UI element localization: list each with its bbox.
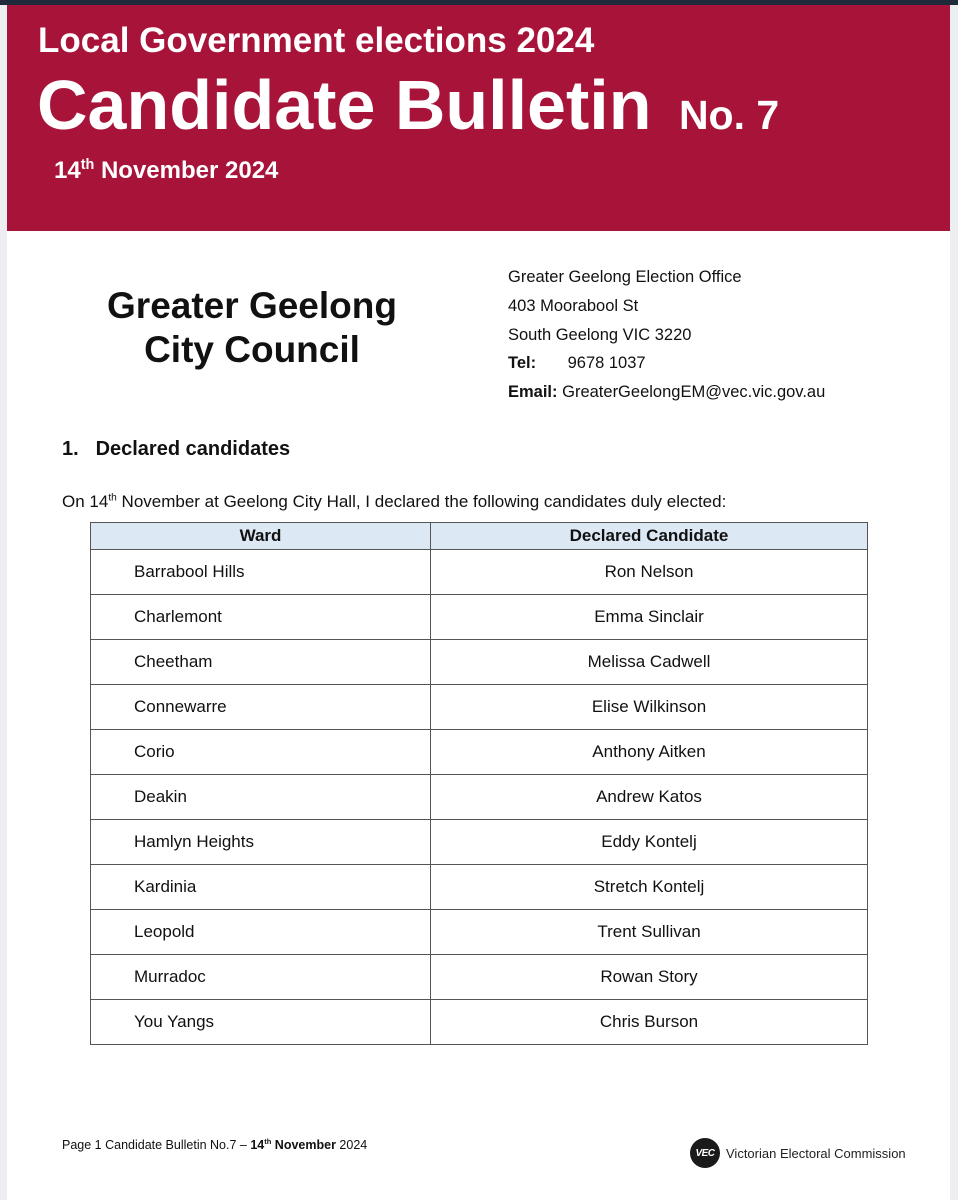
candidate-cell: Elise Wilkinson <box>431 685 868 730</box>
email-address[interactable]: GreaterGeelongEM@vec.vic.gov.au <box>562 383 826 402</box>
banner-title <box>37 67 779 144</box>
footer-text: Page 1 Candidate Bulletin No.7 – <box>62 1138 251 1152</box>
table-row <box>91 1000 868 1045</box>
ward-cell: You Yangs <box>91 1000 431 1045</box>
table-row <box>91 595 868 640</box>
table-row <box>91 685 868 730</box>
vec-logo-icon: VEC <box>690 1138 720 1168</box>
vec-name: Victorian Electoral Commission <box>726 1145 906 1161</box>
intro-paragraph <box>62 492 726 512</box>
ward-cell: Kardinia <box>91 865 431 910</box>
column-header-candidate: Declared Candidate <box>431 523 868 550</box>
office-email <box>508 378 825 407</box>
ward-cell: Hamlyn Heights <box>91 820 431 865</box>
table-row <box>91 820 868 865</box>
banner-date-day: 14 <box>54 157 81 184</box>
council-name-line1: Greater Geelong <box>107 285 397 326</box>
tel-number[interactable]: 9678 1037 <box>567 354 646 373</box>
office-street: 403 Moorabool St <box>508 296 639 315</box>
footer-day-suffix-text: th <box>264 1136 272 1146</box>
tel-label: Tel: <box>508 354 537 373</box>
table-row <box>91 955 868 1000</box>
office-tel <box>508 349 825 378</box>
banner-date-rest: November 2024 <box>100 157 279 184</box>
candidate-cell: Ron Nelson <box>431 550 868 595</box>
banner-title-text: Candidate Bulletin <box>37 66 652 144</box>
election-office-details <box>508 263 825 407</box>
candidate-cell: Andrew Katos <box>431 775 868 820</box>
column-header-ward: Ward <box>91 523 431 550</box>
council-name <box>82 284 422 373</box>
ward-cell: Corio <box>91 730 431 775</box>
candidate-cell: Rowan Story <box>431 955 868 1000</box>
ward-cell: Connewarre <box>91 685 431 730</box>
intro-text-start: On 14 <box>62 492 109 511</box>
table-row <box>91 775 868 820</box>
bulletin-banner <box>7 5 950 231</box>
candidate-cell: Chris Burson <box>431 1000 868 1045</box>
council-name-line2: City Council <box>144 329 360 371</box>
ward-cell: Charlemont <box>91 595 431 640</box>
intro-text-end: November at Geelong City Hall, I declared the following candidates duly elected: <box>116 492 727 511</box>
vec-branding <box>690 1138 906 1168</box>
ward-cell: Barrabool Hills <box>91 550 431 595</box>
table-row <box>91 550 868 595</box>
section-number: 1. <box>62 438 79 460</box>
banner-date <box>54 157 278 185</box>
page-frame-left <box>0 5 7 1200</box>
candidate-cell: Trent Sullivan <box>431 910 868 955</box>
table-row <box>91 910 868 955</box>
footer-day: 14 <box>250 1138 265 1152</box>
bulletin-number: No. 7 <box>678 92 780 138</box>
table-row <box>91 730 868 775</box>
ward-cell: Murradoc <box>91 955 431 1000</box>
footer-month: November <box>271 1138 336 1152</box>
candidate-cell: Melissa Cadwell <box>431 640 868 685</box>
table-header-row <box>91 523 868 550</box>
banner-subtitle: Local Government elections 2024 <box>38 21 595 60</box>
ward-cell: Leopold <box>91 910 431 955</box>
page-footer <box>62 1138 367 1152</box>
section-title: Declared candidates <box>95 438 291 460</box>
candidate-cell: Eddy Kontelj <box>431 820 868 865</box>
office-suburb: South Geelong VIC 3220 <box>508 325 692 344</box>
candidate-cell: Anthony Aitken <box>431 730 868 775</box>
office-name: Greater Geelong Election Office <box>508 268 742 286</box>
email-label: Email: <box>508 383 558 402</box>
candidate-cell: Stretch Kontelj <box>431 865 868 910</box>
intro-text-sup: th <box>108 492 117 504</box>
candidate-cell: Emma Sinclair <box>431 595 868 640</box>
ward-cell: Cheetham <box>91 640 431 685</box>
banner-date-suffix: th <box>80 157 95 173</box>
section-heading <box>62 438 290 461</box>
table-row <box>91 640 868 685</box>
ward-cell: Deakin <box>91 775 431 820</box>
declared-candidates-table <box>90 522 868 1045</box>
footer-year: 2024 <box>335 1138 368 1152</box>
table-row <box>91 865 868 910</box>
page-frame-right <box>950 5 958 1200</box>
